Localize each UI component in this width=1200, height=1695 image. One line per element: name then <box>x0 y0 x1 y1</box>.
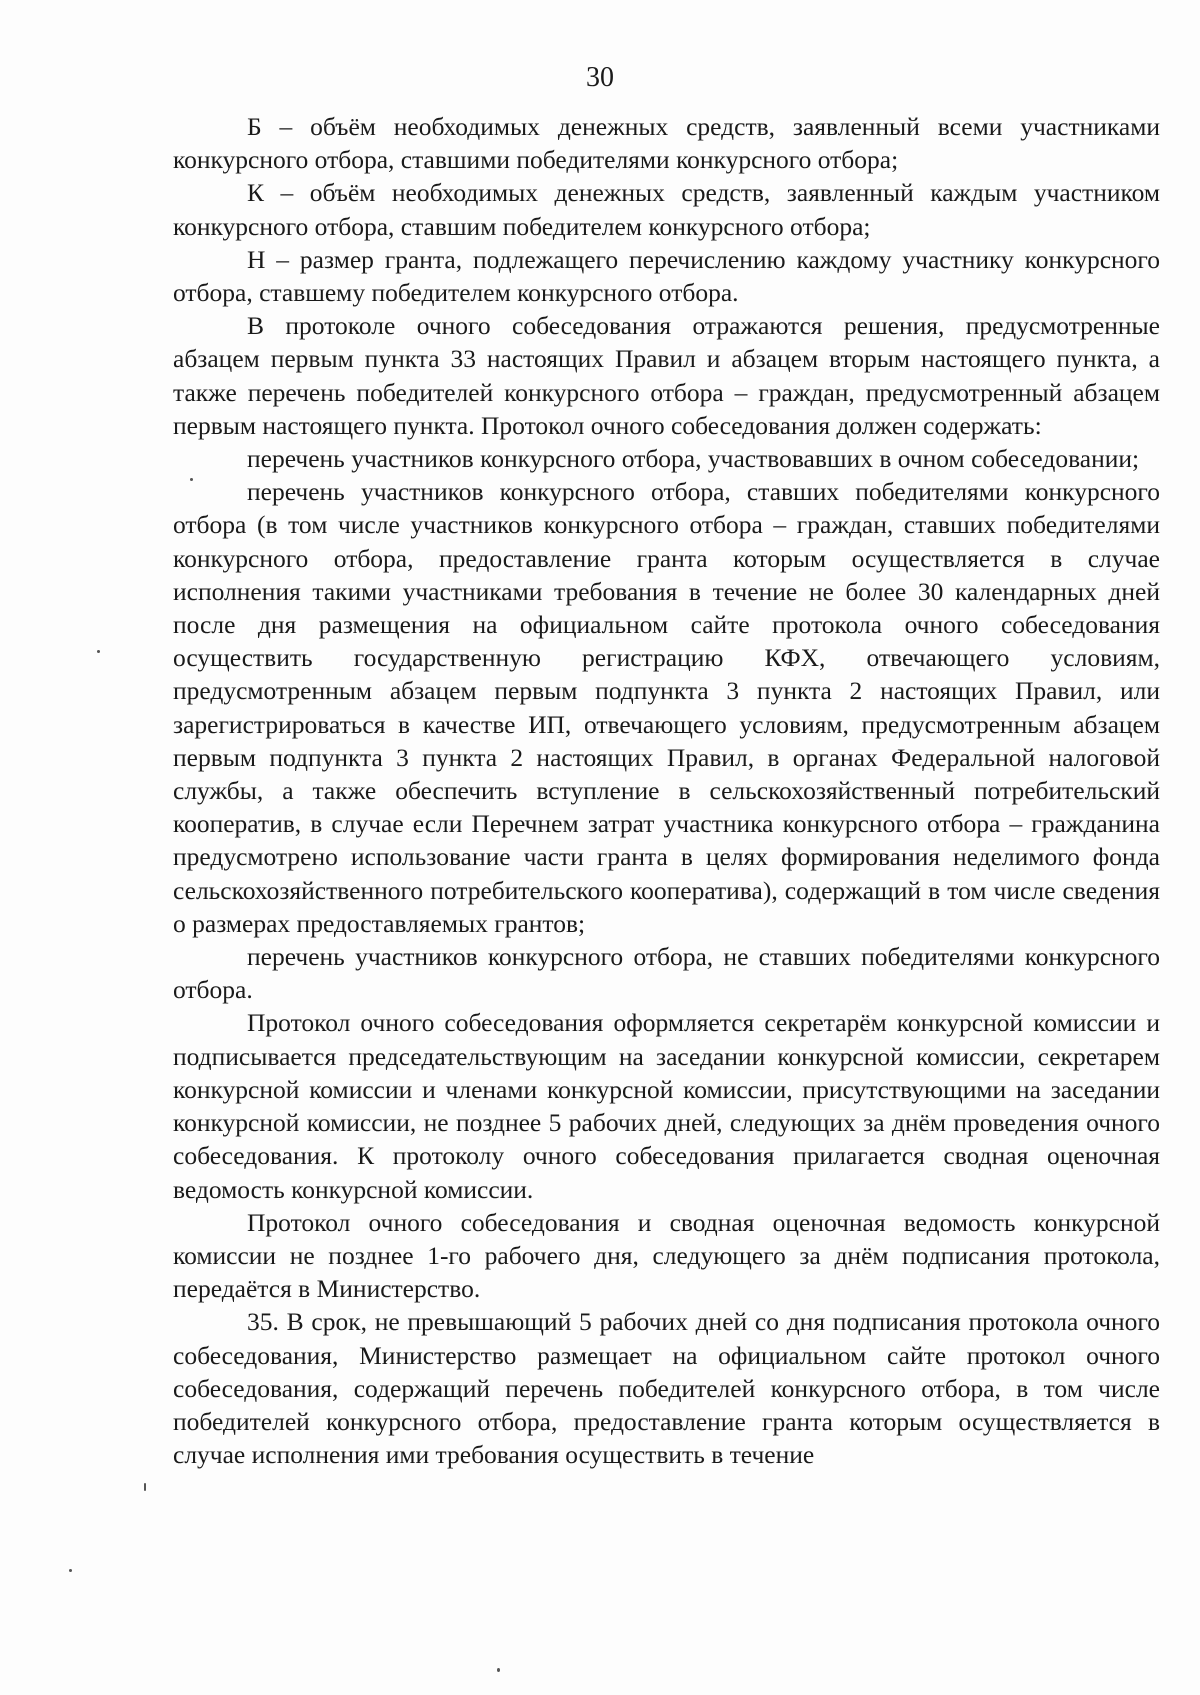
scan-speck <box>144 1483 146 1491</box>
scan-speck <box>190 478 193 481</box>
paragraph: перечень участников конкурсного отбора, не ставших победителями конкурсного отбора. <box>173 942 1160 1005</box>
paragraph: Протокол очного собеседования оформляется секретарём конкурсной комиссии и подписывается председательствующим на заседании конкурсной комиссии, секретарем конкурсной комиссии и членами конкурсной комиссии, присутствующими на заседании конкурсной комиссии, не позднее 5 рабочих дней, следующих за днём проведения очного собеседования. К протоколу очного собеседования прилагается сводная оценочная ведомость конкурсной комиссии. <box>173 1008 1160 1204</box>
paragraph: В протоколе очного собеседования отражаются решения, предусмотренные абзацем первым пункта 33 настоящих Правил и абзацем вторым настоящего пункта, а также перечень победителей конкурсного отбора – граждан, предусмотренный абзацем первым настоящего пункта. Протокол очного собеседования должен содержать: <box>173 311 1160 440</box>
paragraph: К – объём необходимых денежных средств, заявленный каждым участником конкурсного отбора, ставшим победителем конкурсного отбора; <box>173 178 1160 241</box>
scan-speck <box>97 650 100 653</box>
paragraph: Б – объём необходимых денежных средств, заявленный всеми участниками конкурсного отбора, ставшими победителями конкурсного отбора; <box>173 112 1160 175</box>
scan-speck <box>69 1569 72 1572</box>
paragraph: перечень участников конкурсного отбора, участвовавших в очном собеседовании; <box>247 444 1140 474</box>
page-number: 30 <box>586 62 614 93</box>
paragraph: Протокол очного собеседования и сводная оценочная ведомость конкурсной комиссии не позднее 1-го рабочего дня, следующего за днём подписания протокола, передаётся в Министерство. <box>173 1207 1160 1304</box>
paragraph: перечень участников конкурсного отбора, ставших победителями конкурсного отбора (в том числе участников конкурсного отбора – граждан, ставших победителями конкурсного отбора, предоставление гранта которым осуществляется в случае исполнения такими участниками требования в течение не более 30 календарных дней после дня размещения на официальном сайте протокола очного собеседования осуществить государственную регистрацию КФХ, отвечающего условиям, предусмотренным абзацем первым подпункта 3 пункта 2 настоящих Правил, или зарегистрироваться в качестве ИП, отвечающего условиям, предусмотренным абзацем первым подпункта 3 пункта 2 настоящих Правил, в органах Федеральной налоговой службы, а также обеспечить вступление в сельскохозяйственный потребительский кооператив, в случае если Перечнем затрат участника конкурсного отбора – гражданина предусмотрено использование части гранта в целях формирования неделимого фонда сельскохозяйственного потребительского кооператива), содержащий в том числе сведения о размерах предоставляемых грантов; <box>173 477 1160 938</box>
scan-speck <box>497 1668 500 1672</box>
document-body <box>173 110 1160 1471</box>
paragraph: Н – размер гранта, подлежащего перечислению каждому участнику конкурсного отбора, ставшему победителем конкурсного отбора. <box>173 244 1160 308</box>
paragraph: 35. В срок, не превышающий 5 рабочих дней со дня подписания протокола очного собеседования, Министерство размещает на официальном сайте протокол очного собеседования, содержащий перечень победителей конкурсного отбора, в том числе победителей конкурсного отбора, предоставление гранта которым осуществляется в случае исполнения ими требования осуществить в течение <box>173 1307 1160 1470</box>
